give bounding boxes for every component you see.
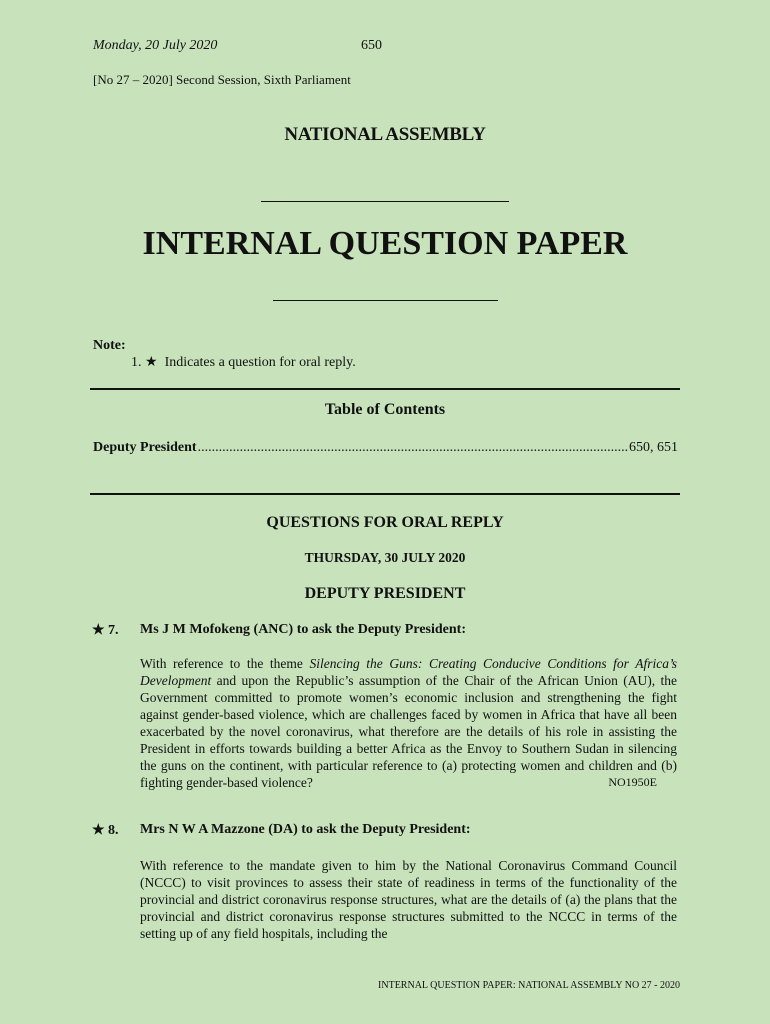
divider (90, 388, 680, 390)
footer: INTERNAL QUESTION PAPER: NATIONAL ASSEMBLY NO 27 - 2020 (378, 980, 680, 991)
star-icon: ★ (145, 355, 158, 370)
paper-title: INTERNAL QUESTION PAPER (142, 225, 628, 262)
toc-title: Table of Contents (324, 401, 446, 418)
question-number: ★ 7. (92, 623, 119, 638)
question-code: NO1950E (608, 775, 657, 789)
divider (261, 201, 509, 202)
question-number: ★ 8. (92, 823, 119, 838)
header-date: Monday, 20 July 2020 (93, 38, 218, 53)
note-label: Note: (93, 338, 126, 353)
page-number: 650 (361, 38, 382, 53)
note-item-text: Indicates a question for oral reply. (164, 355, 356, 370)
note-item-number: 1. (131, 355, 142, 370)
divider (90, 493, 680, 495)
session-line: [No 27 – 2020] Second Session, Sixth Parliament (93, 72, 351, 87)
question-body: With reference to the mandate given to him by the National Coronavirus Command Council (NCCC) to visit provinces to assess their state of readiness in terms of the functionality of the provincial and district coronavirus response structures, what are the details of (a) the plans that the provincial and district coronavirus response structures submitted to the NCCC in terms of the setting up of any field hospitals, including the (140, 858, 677, 941)
question-heading: Ms J M Mofokeng (ANC) to ask the Deputy President: (140, 622, 466, 637)
section-day: THURSDAY, 30 JULY 2020 (304, 550, 466, 565)
toc-entry-pages: 650, 651 (629, 440, 678, 455)
question-body-text: and upon the Republic’s assumption of the Chair of the African Union (AU), the Government committed to promote women’s economic inclusion and strengthening the fight against gender-based violence, which are challenges faced by women in Africa that have all been exacerbated by the novel coronavirus, what therefore are the details of his role in assisting the President in efforts towards building a better Africa as the Envoy to Southern Sudan in silencing the guns on the continent, with particular reference to (a) protecting women and children and (b) fighting gender-based violence? (140, 673, 677, 790)
question-heading: Mrs N W A Mazzone (DA) to ask the Deputy President: (140, 822, 471, 837)
toc-entry[interactable] (93, 440, 678, 456)
question-body-text: With reference to the theme (140, 656, 310, 671)
toc-entry-label: Deputy President (93, 440, 197, 455)
section-heading: QUESTIONS FOR ORAL REPLY (266, 514, 504, 531)
toc-leader-dots (198, 440, 628, 456)
portfolio-heading: DEPUTY PRESIDENT (304, 585, 466, 602)
divider (273, 300, 498, 301)
note-item (131, 354, 356, 371)
question-body (140, 655, 677, 791)
assembly-heading: NATIONAL ASSEMBLY (284, 124, 486, 145)
question-body-italic: Silencing the Guns: Creating Conducive Conditions for Africa’s Development (140, 656, 677, 688)
